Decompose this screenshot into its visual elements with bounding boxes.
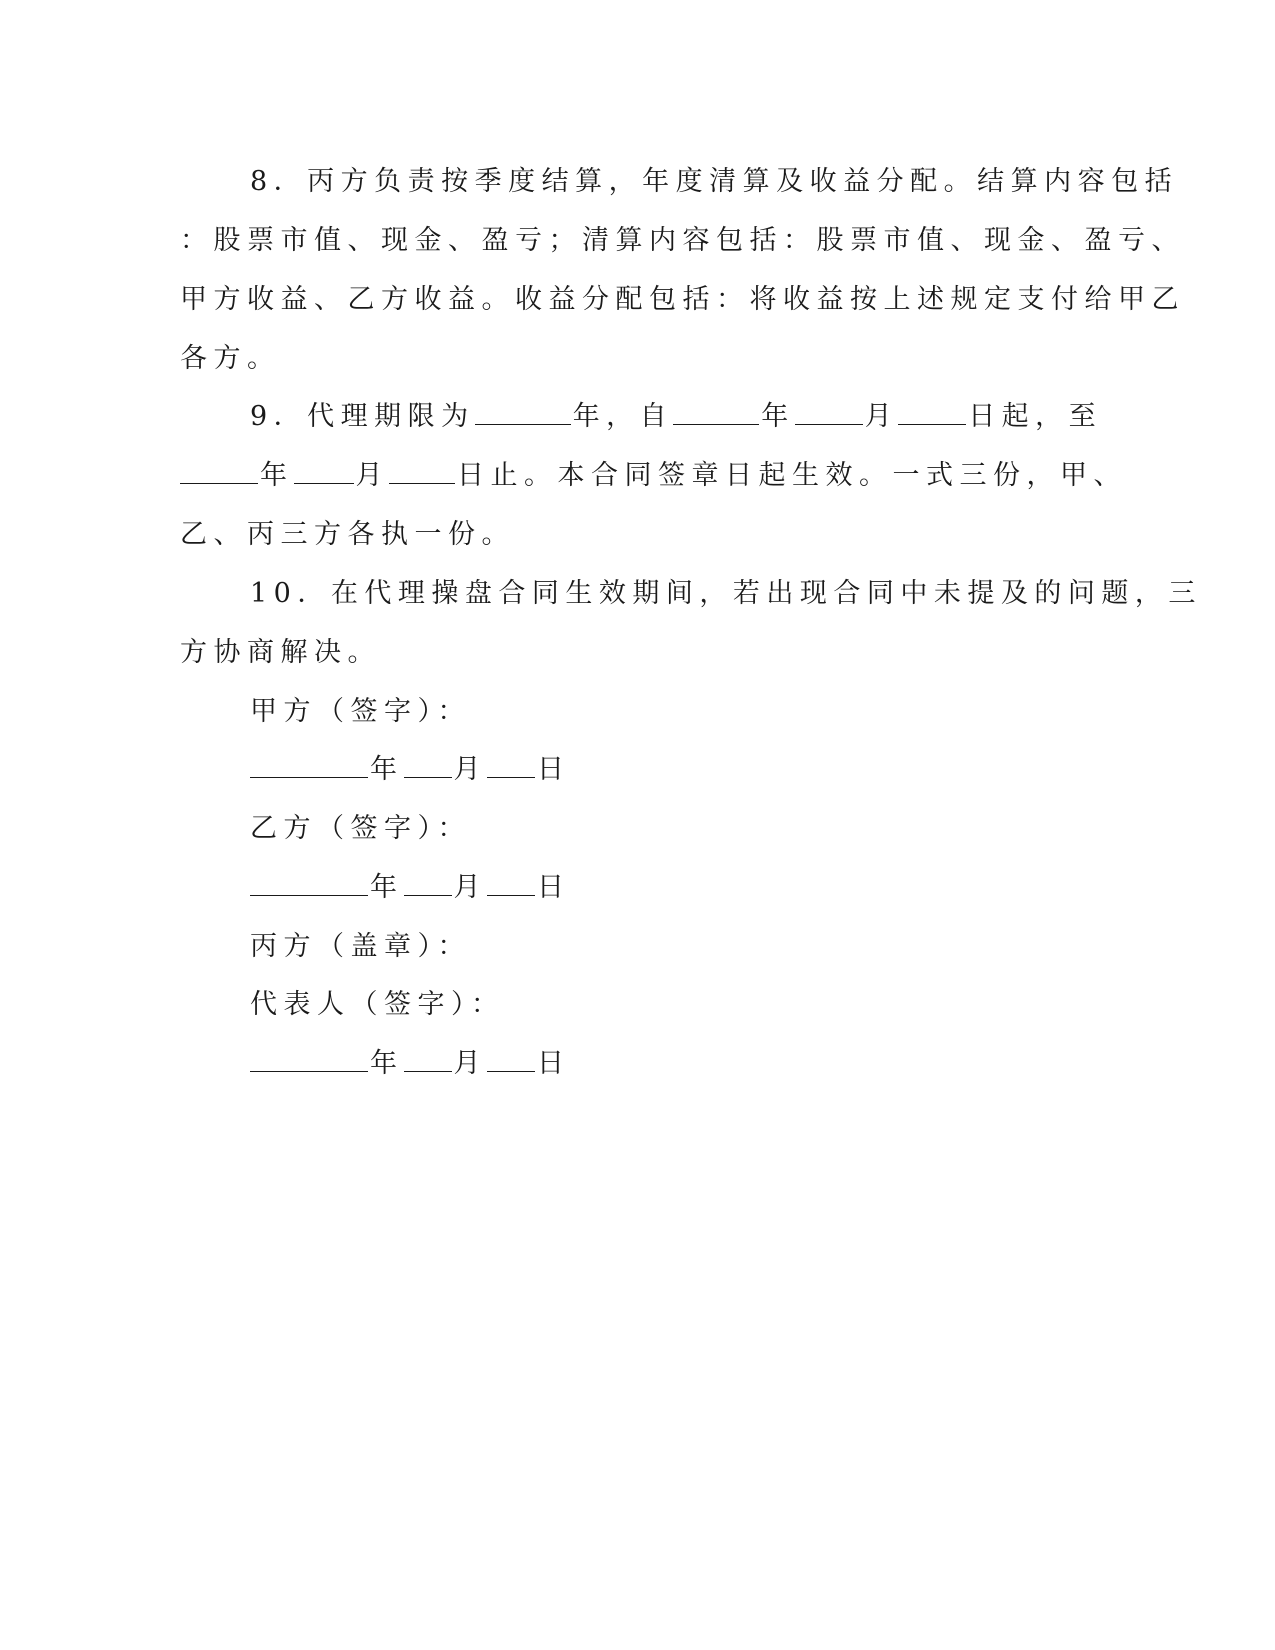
item9-year3-label: 年: [260, 460, 294, 491]
item8-line4: 各方。: [180, 343, 281, 374]
party-c-label: 丙方（盖章）：: [250, 931, 471, 962]
party-a-month-blank[interactable]: [404, 753, 452, 778]
item9-day2-label: 日起，至: [968, 401, 1103, 432]
item8-line3: 甲方收益、乙方收益。收益分配包括：将收益按上述规定支付给甲乙: [180, 284, 1185, 315]
party-c-year-blank[interactable]: [250, 1047, 368, 1072]
item9-month2-label: 月: [864, 401, 899, 432]
party-b-date: [250, 871, 571, 905]
party-a-year-blank[interactable]: [250, 753, 368, 778]
party-b-month-label: 月: [453, 872, 487, 903]
item9-line1: [250, 400, 1102, 434]
party-b-year-blank[interactable]: [250, 871, 368, 896]
party-a-day-blank[interactable]: [487, 753, 535, 778]
end-year-blank[interactable]: [180, 459, 258, 484]
party-b-day-label: 日: [537, 872, 571, 903]
party-c-month-blank[interactable]: [404, 1047, 452, 1072]
item9-prefix: 9．代理期限为: [250, 401, 475, 432]
end-day-blank[interactable]: [389, 459, 455, 484]
party-b-day-blank[interactable]: [487, 871, 535, 896]
item8-line1: 8．丙方负责按季度结算，年度清算及收益分配。结算内容包括: [250, 166, 1179, 197]
party-a-year-label: 年: [370, 754, 404, 785]
item8-line2: ：股票市值、现金、盈亏；清算内容包括：股票市值、现金、盈亏、: [180, 225, 1185, 256]
party-a-date: [250, 753, 571, 787]
party-c-month-label: 月: [453, 1048, 487, 1079]
representative-label: 代表人（签字）：: [250, 989, 505, 1020]
item9-line2: [180, 459, 1127, 493]
start-year-blank[interactable]: [673, 400, 759, 425]
party-b-month-blank[interactable]: [404, 871, 452, 896]
item10-line2: 方协商解决。: [180, 637, 381, 668]
party-b-year-label: 年: [370, 872, 404, 903]
party-a-label: 甲方（签字）：: [250, 696, 471, 727]
item9-line3: 乙、丙三方各执一份。: [180, 519, 515, 550]
item9-month3-label: 月: [355, 460, 389, 491]
party-b-label: 乙方（签字）：: [250, 813, 471, 844]
item9-year1-label: 年，自: [572, 401, 674, 432]
party-a-month-label: 月: [453, 754, 487, 785]
item10-line1: 10．在代理操盘合同生效期间，若出现合同中未提及的问题，三: [250, 578, 1202, 609]
end-month-blank[interactable]: [294, 459, 354, 484]
party-c-day-blank[interactable]: [487, 1047, 535, 1072]
term-years-blank[interactable]: [475, 400, 571, 425]
party-c-day-label: 日: [537, 1048, 571, 1079]
item9-day3-label: 日止。本合同签章日起生效。一式三份，甲、: [457, 460, 1127, 491]
party-c-date: [250, 1047, 571, 1081]
start-month-blank[interactable]: [795, 400, 863, 425]
start-day-blank[interactable]: [898, 400, 966, 425]
item9-year2-label: 年: [761, 401, 795, 432]
party-a-day-label: 日: [537, 754, 571, 785]
party-c-year-label: 年: [370, 1048, 404, 1079]
